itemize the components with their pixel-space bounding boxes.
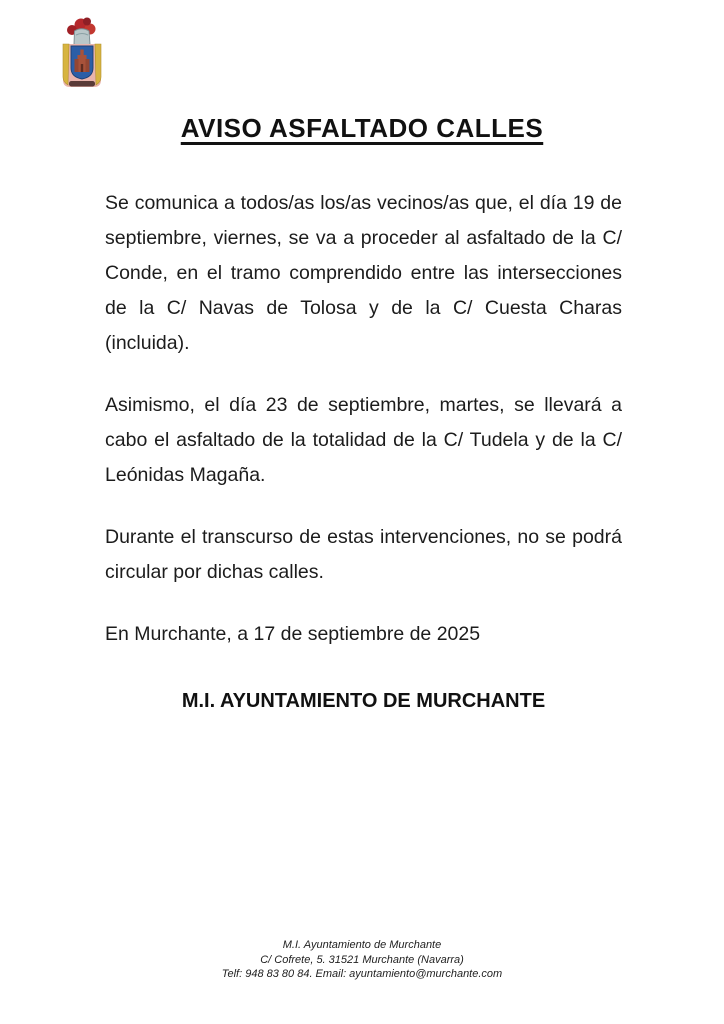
footer-org-name: M.I. Ayuntamiento de Murchante xyxy=(282,939,442,951)
date-line: En Murchante, a 17 de septiembre de 2025 xyxy=(105,623,481,645)
page-title-text: AVISO ASFALTADO CALLES xyxy=(180,113,544,143)
coat-of-arms-icon xyxy=(59,17,105,92)
signature-line: M.I. AYUNTAMIENTO DE MURCHANTE xyxy=(181,690,546,712)
paragraph-announcement-3: Durante el transcurso de estas intervenciones, no se podrá circular por dichas calles. xyxy=(105,526,622,583)
paragraph-announcement-2: Asimismo, el día 23 de septiembre, martes, se llevará a cabo el asfaltado de la totalidad de la C/ Tudela y de la C/ Leónidas Magaña. xyxy=(105,394,622,486)
page-title xyxy=(0,113,724,144)
document-body xyxy=(105,186,622,719)
footer-address: C/ Cofrete, 5. 31521 Murchante (Navarra) xyxy=(260,953,464,966)
footer-contact: Telf: 948 83 80 84. Email: ayuntamiento@murchante.com xyxy=(221,968,503,980)
document-footer xyxy=(0,938,724,982)
murchante-coat-of-arms-logo xyxy=(59,17,105,92)
paragraph-announcement-1: Se comunica a todos/as los/as vecinos/as que, el día 19 de septiembre, viernes, se va a proceder al asfaltado de la C/ Conde, en el tramo comprendido entre las intersecciones de la C/ Navas de Tolosa y de la C/ Cuesta Charas (incluida). xyxy=(105,192,622,354)
